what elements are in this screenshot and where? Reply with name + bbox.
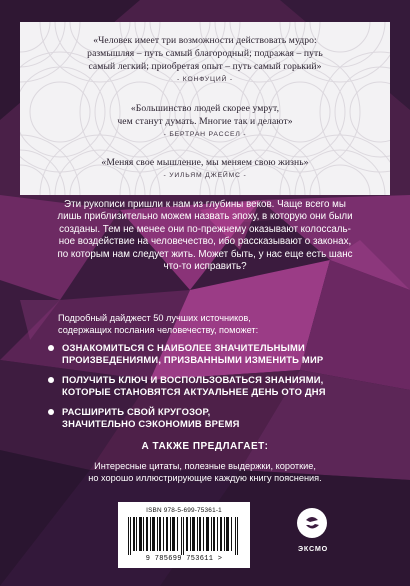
publisher-name: ЭКСМО: [297, 544, 329, 553]
list-item-line: ПОЛУЧИТЬ КЛЮЧ И ВОСПОЛЬЗОВАТЬСЯ ЗНАНИЯМИ,: [62, 374, 324, 385]
quote-confucius: [20, 34, 390, 83]
intro-line: ное воздействие на человечество, ибо рассказывают о законах,: [58, 236, 352, 248]
quote-line: «Большинство людей скорее умрут,: [130, 103, 280, 114]
list-item: [48, 406, 378, 430]
list-item-line: ОЗНАКОМИТЬСЯ С НАИБОЛЕЕ ЗНАЧИТЕЛЬНЫМИ: [62, 342, 305, 353]
quote-russell: [20, 102, 390, 138]
quote-line: размышляя – путь самый благородный; подражая – путь: [87, 48, 323, 59]
barcode-icon: [126, 517, 242, 555]
barcode-box: [118, 502, 250, 568]
quote-text: [20, 34, 390, 73]
list-item-line: ЗНАЧИТЕЛЬНО СЭКОНОМИВ ВРЕМЯ: [62, 418, 240, 429]
intro-paragraph: [22, 199, 388, 273]
eksmo-logo-icon: [297, 508, 327, 538]
benefits-list: [48, 342, 378, 438]
list-item-line: ПРОИЗВЕДЕНИЯМИ, ПРИЗВАННЫМИ ИЗМЕНИТЬ МИР: [62, 354, 324, 365]
quote-author: - КОНФУЦИЙ -: [177, 76, 233, 83]
intro-line: что-то исправить?: [163, 261, 247, 273]
quote-line: «Меняя свое мышление, мы меняем свою жизнь»: [101, 157, 309, 168]
bullet-icon: [48, 377, 54, 383]
intro-line: Эти рукописи пришли к нам из глубины веков. Чаще всего мы: [64, 199, 346, 210]
quote-text: [20, 102, 390, 128]
eksmo-mark-icon: [297, 508, 327, 538]
digest-line: Подробный дайджест 50 лучших источников,: [58, 313, 251, 323]
digest-line: содержащих послания человечеству, поможет:: [58, 325, 259, 335]
list-item: [48, 374, 378, 398]
quote-author: - УИЛЬЯМ ДЖЕЙМС -: [163, 172, 247, 179]
also-heading: А ТАКЖЕ ПРЕДЛАГАЕТ:: [141, 441, 269, 452]
digest-intro: [58, 312, 358, 336]
also-paragraph: [60, 460, 350, 484]
quote-author: - БЕРТРАН РАССЕЛ -: [163, 131, 247, 138]
quote-line: «Человек имеет три возможности действовать мудро:: [93, 35, 317, 46]
quotes-panel: [20, 22, 390, 195]
bullet-icon: [48, 345, 54, 351]
list-item-line: КОТОРЫЕ СТАНОВЯТСЯ АКТУАЛЬНЕЕ ДЕНЬ ОТО ДНЯ: [62, 386, 326, 397]
list-item-line: РАСШИРИТЬ СВОЙ КРУГОЗОР,: [62, 406, 211, 417]
intro-line: созданы. Тем не менее они по-прежнему оказывают колоссаль-: [59, 223, 351, 235]
quote-line: чем станут думать. Многие так и делают»: [117, 116, 293, 127]
intro-line: лишь приблизительно можем назвать эпоху, в которую они были: [57, 211, 353, 223]
ean-number: 9 785699 753611 >: [145, 555, 223, 563]
intro-line: по которым нам следует жить. Может быть, у нас еще есть шанс: [57, 248, 353, 260]
bullet-icon: [48, 409, 54, 415]
list-item: [48, 342, 378, 366]
quote-text: [20, 156, 390, 169]
quote-line: самый легкий; приобретая опыт – путь самый горький»: [88, 61, 322, 72]
publisher-logo: [278, 508, 348, 568]
quote-james: [20, 156, 390, 179]
also-line: но хорошо иллюстрирующие каждую книгу пояснения.: [88, 473, 322, 483]
isbn-label: ISBN 978-5-699-75361-1: [146, 507, 222, 514]
also-line: Интересные цитаты, полезные выдержки, короткие,: [94, 461, 316, 471]
